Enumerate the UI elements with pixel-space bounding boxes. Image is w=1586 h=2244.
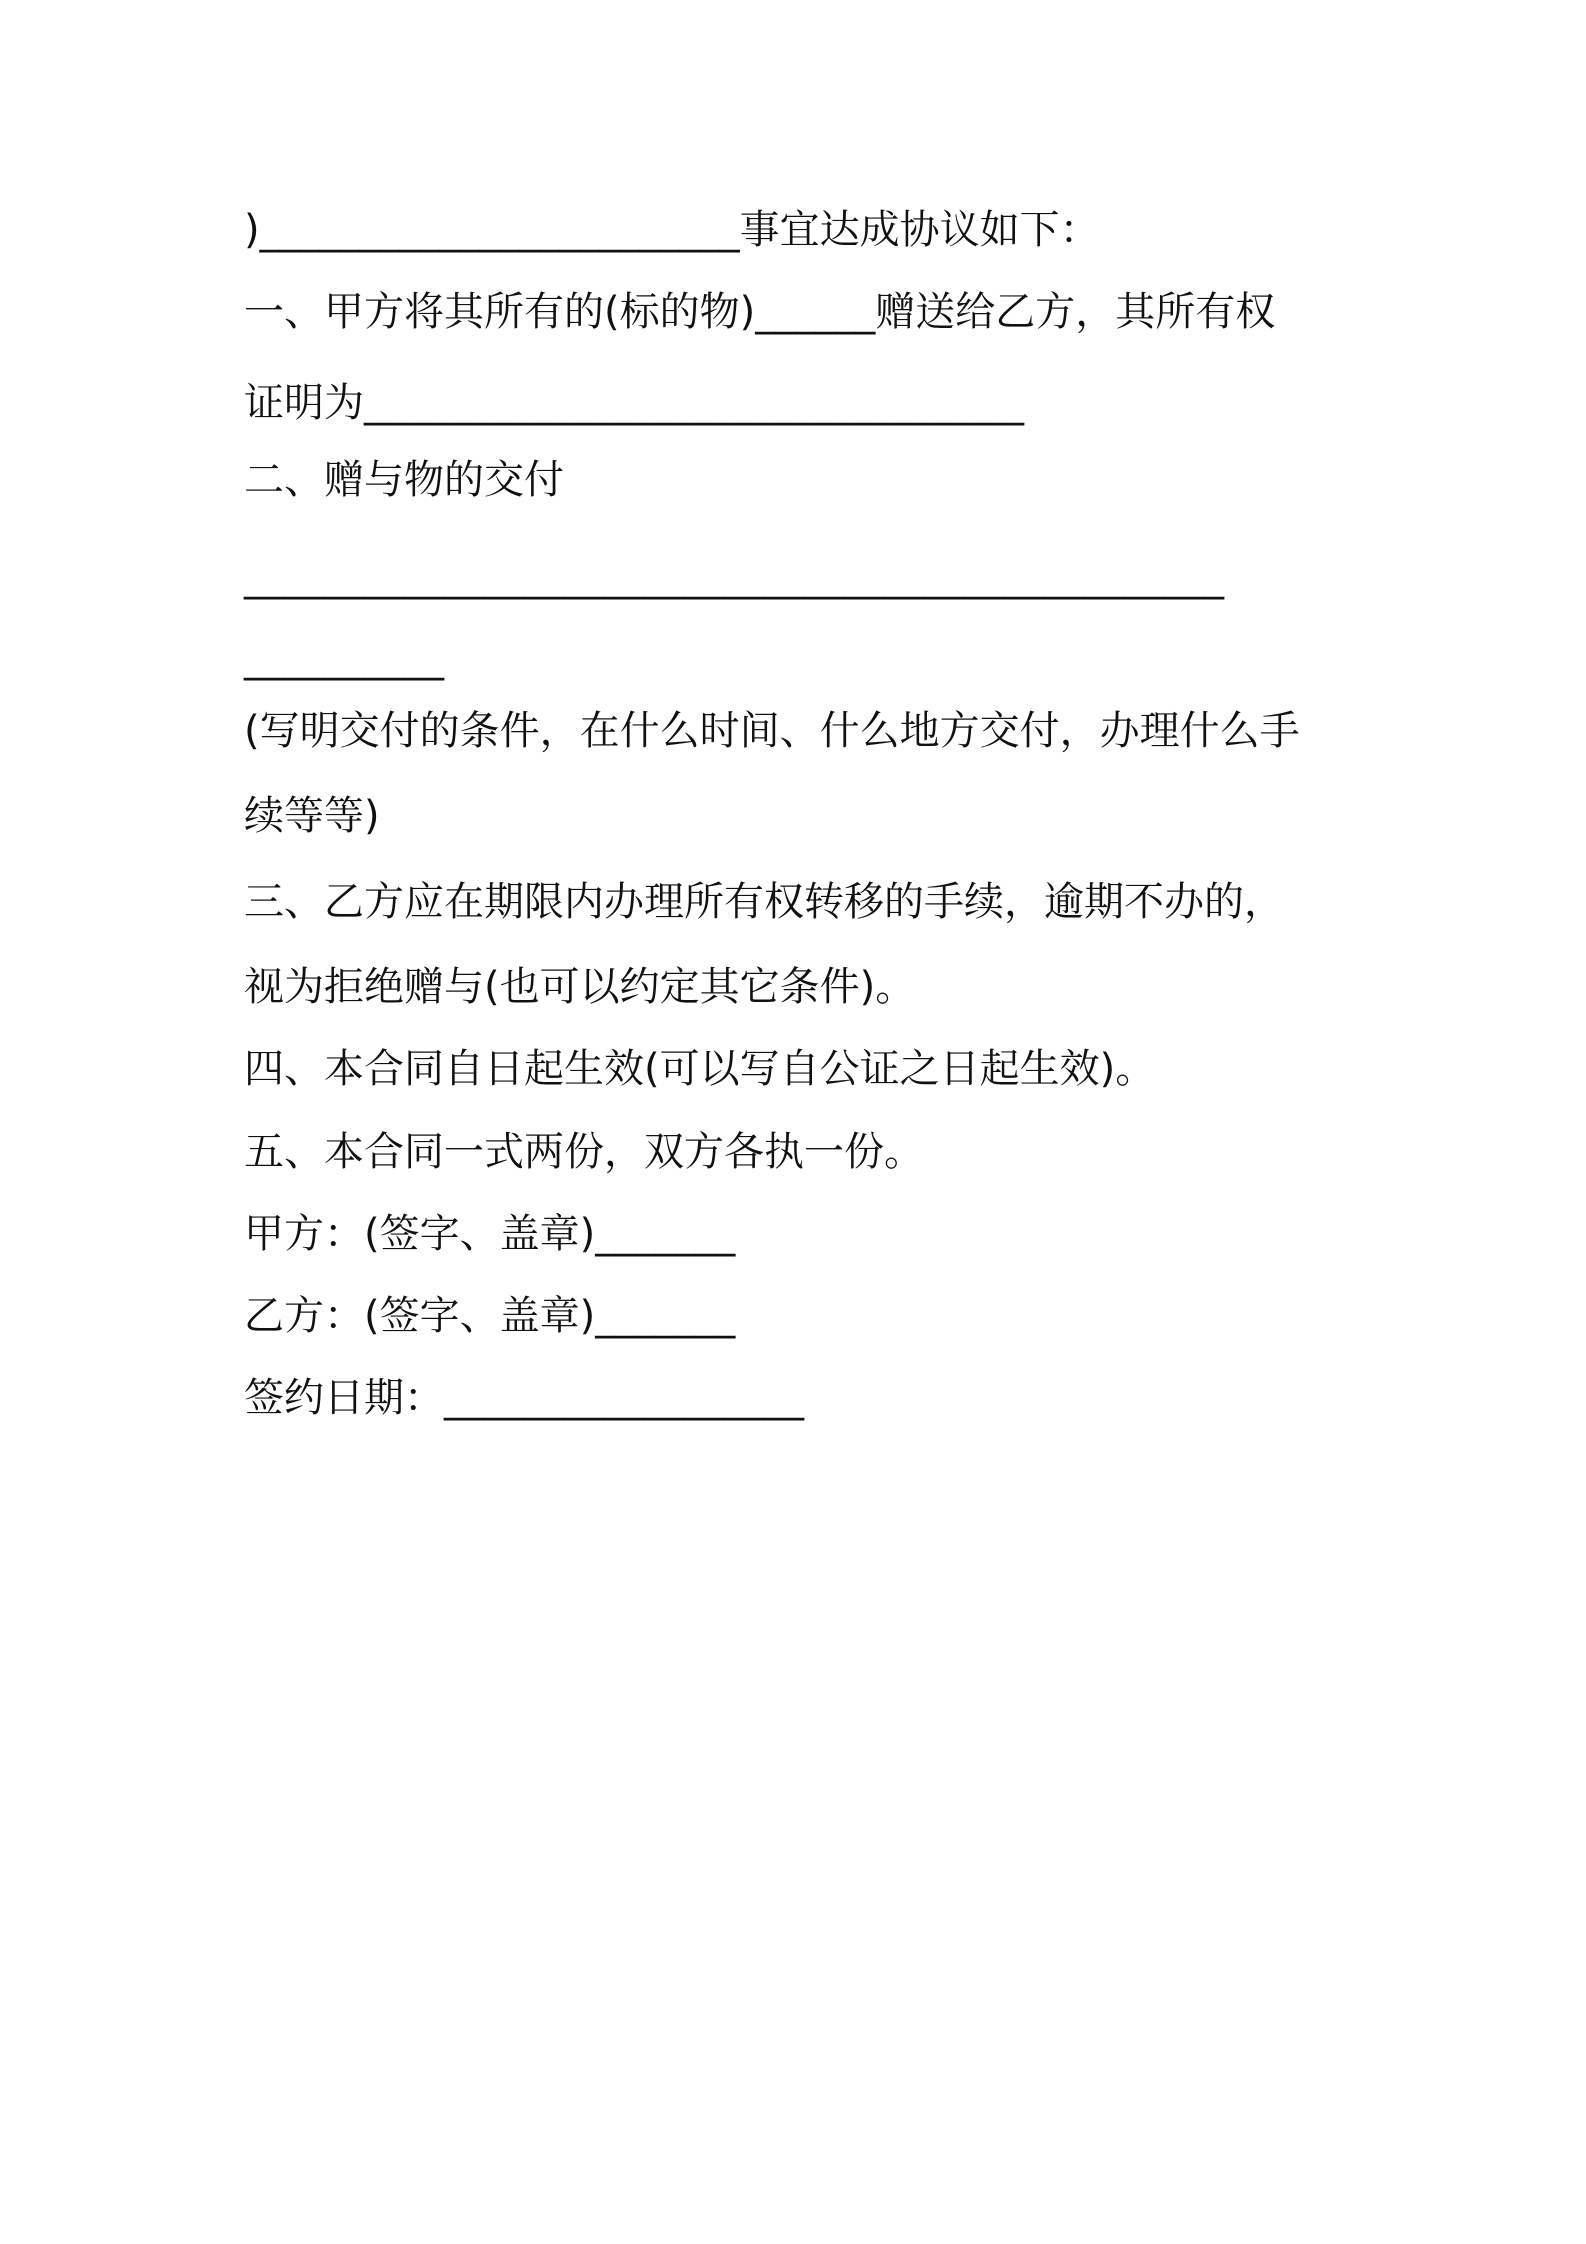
clause-2-note-line-1: (写明交付的条件，在什么时间、什么地方交付，办理什么手 [244, 708, 1300, 754]
clause-1-line-2: 证明为_________________________________ [244, 380, 1024, 426]
clause-5-line: 五、本合同一式两份，双方各执一份。 [244, 1129, 924, 1175]
intro-line: )________________________事宜达成协议如下： [244, 207, 1100, 253]
clause-2-heading: 二、赠与物的交付 [244, 457, 564, 503]
clause-2-note-line-2: 续等等) [244, 793, 380, 839]
party-a-signature-line: 甲方：(签字、盖章)_______ [244, 1211, 736, 1257]
clause-2-blank-2: __________ [244, 635, 444, 681]
clause-3-line-1: 三、乙方应在期限内办理所有权转移的手续，逾期不办的， [244, 879, 1284, 925]
clause-3-line-2: 视为拒绝赠与(也可以约定其它条件)。 [244, 964, 916, 1010]
party-b-signature-line: 乙方：(签字、盖章)_______ [244, 1293, 736, 1339]
clause-2-blank-1: _________________________________________________ [244, 554, 1224, 600]
signing-date-line: 签约日期：__________________ [244, 1375, 804, 1421]
clause-4-line: 四、本合同自日起生效(可以写自公证之日起生效)。 [244, 1046, 1156, 1092]
clause-1-line-1: 一、甲方将其所有的(标的物)______赠送给乙方，其所有权 [244, 289, 1276, 335]
